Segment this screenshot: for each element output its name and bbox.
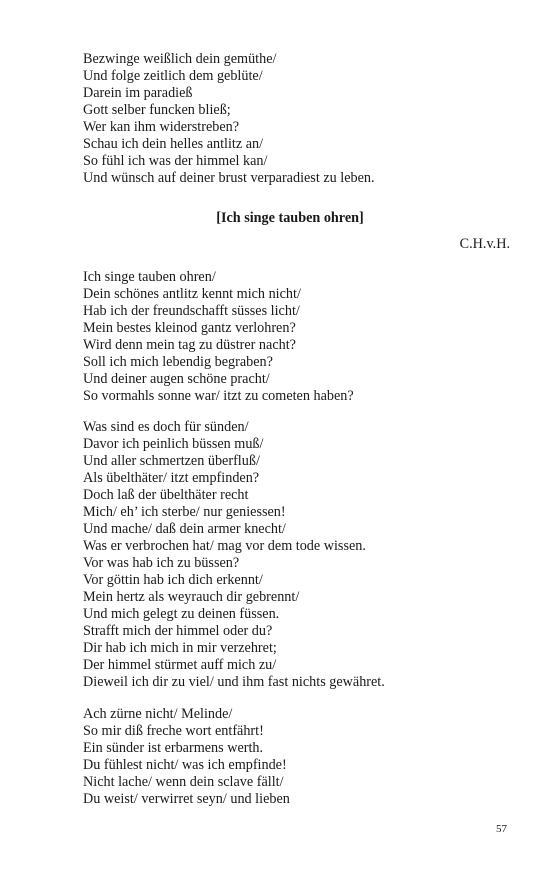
verse-line: Du fühlest nicht/ was ich empfinde! xyxy=(83,757,287,773)
verse-line: Und mache/ daß dein armer knecht/ xyxy=(83,521,286,537)
verse-line: Mich/ eh’ ich sterbe/ nur geniessen! xyxy=(83,504,286,520)
verse-line: Mein bestes kleinod gantz verlohren? xyxy=(83,320,296,336)
verse-line: Nicht lache/ wenn dein sclave fällt/ xyxy=(83,774,284,790)
verse-line: Schau ich dein helles antlitz an/ xyxy=(83,136,264,152)
verse-line: Du weist/ verwirret seyn/ und lieben xyxy=(83,791,290,807)
verse-line: Ich singe tauben ohren/ xyxy=(83,269,216,285)
verse-line: Als übelthäter/ itzt empfinden? xyxy=(83,470,260,486)
poem-title: [Ich singe tauben ohren] xyxy=(216,210,364,226)
verse-line: So mir diß freche wort entfährt! xyxy=(83,723,264,739)
verse-line: Dein schönes antlitz kennt mich nicht/ xyxy=(83,286,301,302)
verse-line: Und mich gelegt zu deinen füssen. xyxy=(83,606,280,622)
verse-line: Ein sünder ist erbarmens werth. xyxy=(83,740,264,756)
verse-line: Gott selber funcken bließ; xyxy=(83,102,231,118)
verse-line: Ach zürne nicht/ Melinde/ xyxy=(83,706,233,722)
verse-line: Und aller schmertzen überfluß/ xyxy=(83,453,260,469)
verse-line: Und wünsch auf deiner brust verparadiest zu leben. xyxy=(83,170,375,186)
verse-line: Vor göttin hab ich dich erkennt/ xyxy=(83,572,263,588)
verse-line: Was er verbrochen hat/ mag vor dem tode wissen. xyxy=(83,538,366,554)
stanza-2 xyxy=(83,419,385,691)
verse-line: Darein im paradieß xyxy=(83,85,193,101)
verse-line: So fühl ich was der himmel kan/ xyxy=(83,153,268,169)
verse-line: Strafft mich der himmel oder du? xyxy=(83,623,273,639)
verse-line: Wer kan ihm widerstreben? xyxy=(83,119,240,135)
verse-line: Hab ich der freundschafft süsses licht/ xyxy=(83,303,300,319)
page-number: 57 xyxy=(496,823,507,835)
poem-author: C.H.v.H. xyxy=(459,236,510,252)
verse-line: Und folge zeitlich dem geblüte/ xyxy=(83,68,263,84)
verse-line: Davor ich peinlich büssen muß/ xyxy=(83,436,264,452)
verse-line: Und deiner augen schöne pracht/ xyxy=(83,371,270,387)
stanza-3 xyxy=(83,706,290,808)
verse-line: Der himmel stürmet auff mich zu/ xyxy=(83,657,277,673)
verse-line: Dir hab ich mich in mir verzehret; xyxy=(83,640,277,656)
verse-line: So vormahls sonne war/ itzt zu cometen haben? xyxy=(83,388,354,404)
stanza-1 xyxy=(83,269,354,405)
verse-line: Bezwinge weißlich dein gemüthe/ xyxy=(83,51,277,67)
verse-line: Doch laß der übelthäter recht xyxy=(83,487,249,503)
previous-poem-ending xyxy=(83,51,375,187)
verse-line: Dieweil ich dir zu viel/ und ihm fast nichts gewähret. xyxy=(83,674,385,690)
verse-line: Was sind es doch für sünden/ xyxy=(83,419,249,435)
verse-line: Wird denn mein tag zu düstrer nacht? xyxy=(83,337,296,353)
verse-line: Vor was hab ich zu büssen? xyxy=(83,555,240,571)
verse-line: Mein hertz als weyrauch dir gebrennt/ xyxy=(83,589,300,605)
verse-line: Soll ich mich lebendig begraben? xyxy=(83,354,273,370)
